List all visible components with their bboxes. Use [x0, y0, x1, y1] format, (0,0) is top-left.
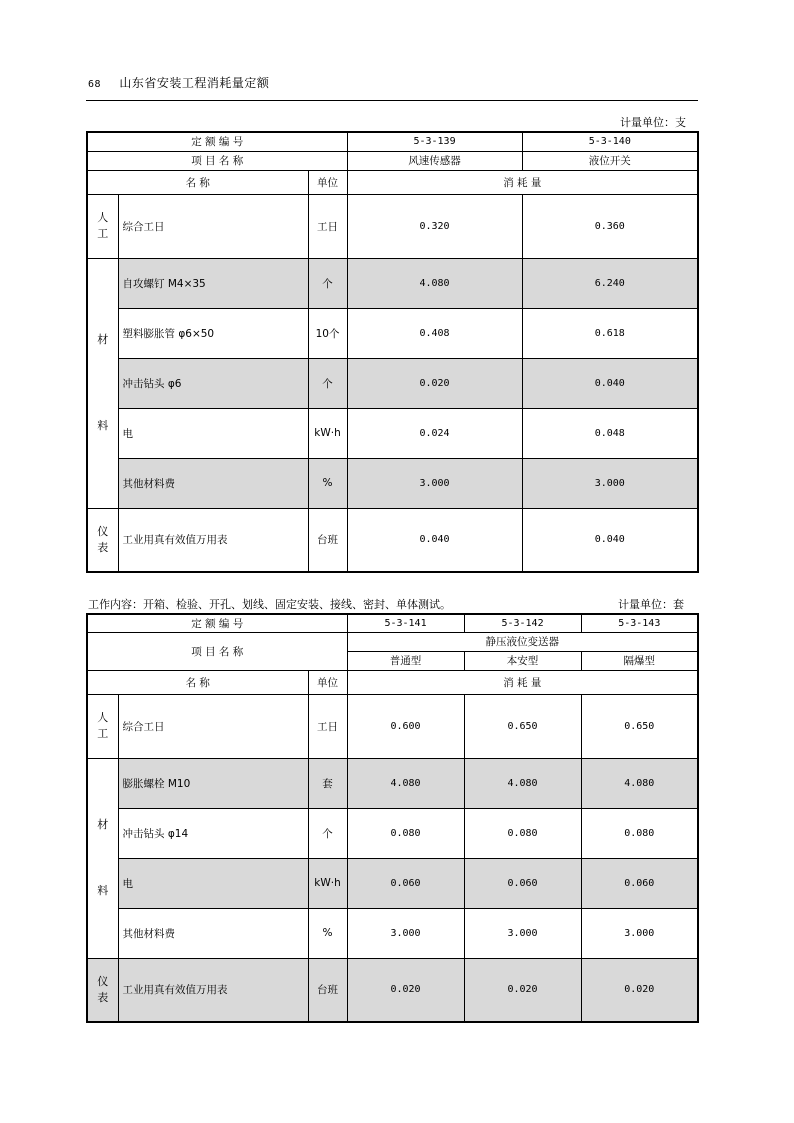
item-value: 0.080 [464, 808, 581, 858]
item-name: 冲击钻头 φ6 [118, 358, 308, 408]
unit-column-header: 单位 [308, 170, 347, 194]
unit-column-header: 单位 [308, 670, 347, 694]
item-value: 0.360 [522, 194, 698, 258]
item-unit: 10个 [308, 308, 347, 358]
item-name: 工业用真有效值万用表 [118, 508, 308, 572]
item-value: 3.000 [522, 458, 698, 508]
project-name: 本安型 [464, 651, 581, 670]
item-value: 3.000 [464, 908, 581, 958]
quota-code: 5-3-142 [464, 614, 581, 632]
unit-label-2: 计量单位：套 [618, 598, 684, 611]
header-rule [86, 100, 698, 101]
item-value: 0.060 [581, 858, 698, 908]
item-value: 0.040 [522, 358, 698, 408]
item-name: 其他材料费 [118, 908, 308, 958]
product-group-header: 静压液位变送器 [347, 632, 698, 651]
name-column-header: 名 称 [87, 170, 308, 194]
book-title: 山东省安装工程消耗量定额 [119, 76, 270, 90]
category-instrument: 仪表 [87, 958, 118, 1022]
consumption-header: 消 耗 量 [347, 170, 698, 194]
project-name: 液位开关 [522, 151, 698, 170]
item-value: 0.618 [522, 308, 698, 358]
item-value: 3.000 [581, 908, 698, 958]
item-value: 0.320 [347, 194, 522, 258]
item-value: 0.650 [464, 694, 581, 758]
item-value: 4.080 [347, 758, 464, 808]
item-name: 其他材料费 [118, 458, 308, 508]
item-value: 0.060 [347, 858, 464, 908]
work-content: 工作内容：开箱、检验、开孔、划线、固定安装、接线、密封、单体测试。 [88, 598, 451, 611]
item-value: 0.020 [347, 958, 464, 1022]
category-instrument: 仪表 [87, 508, 118, 572]
quota-number-label: 定 额 编 号 [87, 614, 347, 632]
quota-code: 5-3-139 [347, 132, 522, 151]
item-unit: % [308, 458, 347, 508]
item-unit: kW·h [308, 858, 347, 908]
item-unit: 台班 [308, 508, 347, 572]
project-name: 普通型 [347, 651, 464, 670]
work-content-line [88, 596, 684, 612]
project-name: 隔爆型 [581, 651, 698, 670]
item-value: 0.650 [581, 694, 698, 758]
item-value: 0.020 [464, 958, 581, 1022]
item-value: 0.600 [347, 694, 464, 758]
unit-label-1: 计量单位：支 [620, 116, 686, 129]
item-value: 4.080 [581, 758, 698, 808]
page-header [88, 74, 269, 91]
item-value: 0.024 [347, 408, 522, 458]
item-value: 3.000 [347, 458, 522, 508]
quota-number-label: 定 额 编 号 [87, 132, 347, 151]
item-name: 工业用真有效值万用表 [118, 958, 308, 1022]
item-value: 4.080 [464, 758, 581, 808]
item-name: 综合工日 [118, 194, 308, 258]
quota-table-2 [86, 613, 699, 1023]
quota-code: 5-3-143 [581, 614, 698, 632]
item-value: 0.060 [464, 858, 581, 908]
item-value: 3.000 [347, 908, 464, 958]
category-labor: 人工 [87, 694, 118, 758]
quota-code: 5-3-140 [522, 132, 698, 151]
item-value: 0.080 [347, 808, 464, 858]
item-unit: 个 [308, 258, 347, 308]
item-name: 电 [118, 408, 308, 458]
item-name: 综合工日 [118, 694, 308, 758]
item-value: 4.080 [347, 258, 522, 308]
project-name-label: 项 目 名 称 [87, 632, 347, 670]
item-unit: 台班 [308, 958, 347, 1022]
quota-code: 5-3-141 [347, 614, 464, 632]
quota-table-1 [86, 131, 699, 573]
item-unit: 套 [308, 758, 347, 808]
item-value: 0.020 [347, 358, 522, 408]
item-name: 冲击钻头 φ14 [118, 808, 308, 858]
item-value: 6.240 [522, 258, 698, 308]
category-labor: 人工 [87, 194, 118, 258]
item-name: 电 [118, 858, 308, 908]
project-name-label: 项 目 名 称 [87, 151, 347, 170]
item-value: 0.040 [347, 508, 522, 572]
item-name: 塑料膨胀管 φ6×50 [118, 308, 308, 358]
item-value: 0.080 [581, 808, 698, 858]
item-name: 膨胀螺栓 M10 [118, 758, 308, 808]
item-unit: % [308, 908, 347, 958]
item-unit: 个 [308, 358, 347, 408]
item-value: 0.408 [347, 308, 522, 358]
item-unit: kW·h [308, 408, 347, 458]
name-column-header: 名 称 [87, 670, 308, 694]
item-value: 0.020 [581, 958, 698, 1022]
item-unit: 个 [308, 808, 347, 858]
consumption-header: 消 耗 量 [347, 670, 698, 694]
category-material: 材 料 [87, 758, 118, 958]
category-material: 材 料 [87, 258, 118, 508]
item-unit: 工日 [308, 694, 347, 758]
item-value: 0.040 [522, 508, 698, 572]
item-value: 0.048 [522, 408, 698, 458]
item-name: 自攻螺钉 M4×35 [118, 258, 308, 308]
project-name: 风速传感器 [347, 151, 522, 170]
page-number: 68 [88, 79, 102, 90]
item-unit: 工日 [308, 194, 347, 258]
